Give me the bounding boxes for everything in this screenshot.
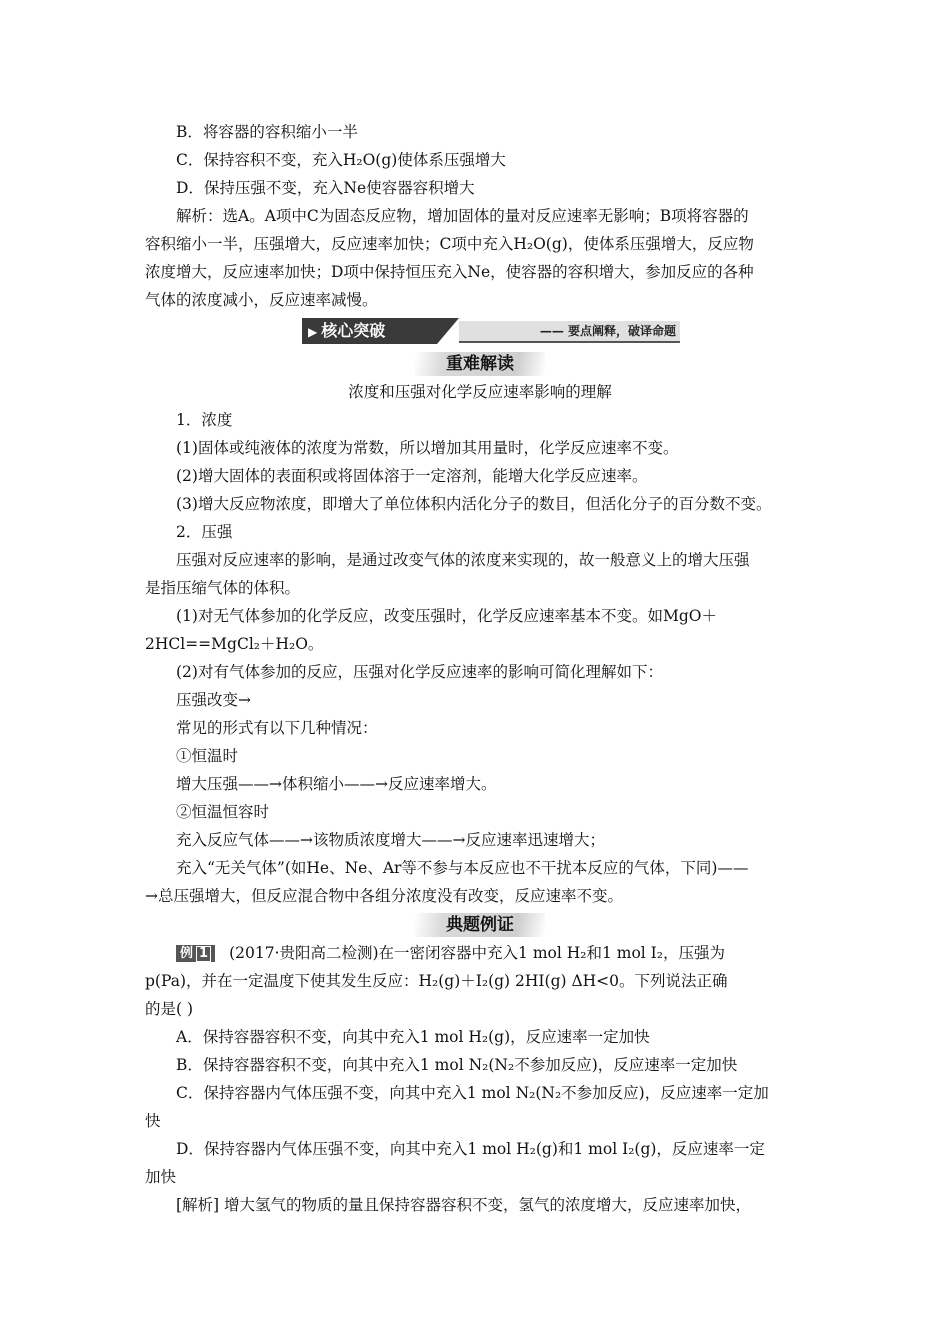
analysis-line: 解析：选A。A项中C为固态反应物，增加固体的量对反应速率无影响；B项将容器的 (176, 207, 749, 225)
example-line: 的是( ) (145, 1000, 194, 1018)
body-line: (2)增大固体的表面积或将固体溶于一定溶剂，能增大化学反应速率。 (176, 467, 648, 485)
banner-tag-label: 核心突破 (321, 321, 386, 340)
banner-tag (302, 318, 437, 344)
banner-slope (437, 318, 459, 344)
body-line: 压强改变→ (176, 691, 251, 709)
option-c-line: C．保持容积不变，充入H₂O(g)使体系压强增大 (176, 151, 506, 169)
body-line: →总压强增大，但反应混合物中各组分浓度没有改变，反应速率不变。 (145, 887, 623, 905)
body-line: 1．浓度 (176, 411, 233, 429)
section-heading-difficulty: 重难解读 (415, 352, 545, 376)
body-line: 常见的形式有以下几种情况： (176, 719, 378, 737)
body-line: 2．压强 (176, 523, 233, 541)
body-line: 是指压缩气体的体积。 (145, 579, 301, 597)
analysis-line: 容积缩小一半，压强增大，反应速率加快；C项中充入H₂O(g)，使体系压强增大，反应物 (145, 235, 754, 253)
section-heading-examples: 典题例证 (415, 913, 545, 937)
choice-c-line-cont: 快 (145, 1112, 161, 1130)
choice-d-line-cont: 加快 (145, 1168, 177, 1186)
body-line: (3)增大反应物浓度，即增大了单位体积内活化分子的数目，但活化分子的百分数不变。 (176, 495, 772, 513)
body-line: 压强对反应速率的影响，是通过改变气体的浓度来实现的，故一般意义上的增大压强 (176, 551, 750, 569)
example-number: 1 (196, 946, 211, 962)
body-line: (2)对有气体参加的反应，压强对化学反应速率的影响可简化理解如下： (176, 663, 663, 681)
option-d-line: D．保持压强不变，充入Ne使容器容积增大 (176, 179, 475, 197)
body-line: 充入“无关气体”(如He、Ne、Ar等不参与本反应也不干扰本反应的气体，下同)—— (176, 859, 749, 877)
body-line: ②恒温恒容时 (176, 803, 270, 821)
core-breakthrough-banner (302, 318, 680, 344)
banner-subtitle: —— 要点阐释，破译命题 (539, 324, 676, 338)
body-line: ①恒温时 (176, 747, 239, 765)
choice-c-line: C．保持容器内气体压强不变，向其中充入1 mol N₂(N₂不参加反应)，反应速率一定加 (176, 1084, 769, 1102)
choice-b-line: B．保持容器容积不变，向其中充入1 mol N₂(N₂不参加反应)，反应速率一定加快 (176, 1056, 738, 1074)
example-text: (2017·贵阳高二检测)在一密闭容器中充入1 mol H₂和1 mol I₂，压强为 (229, 944, 726, 962)
example-label: 例 (180, 946, 194, 961)
example-label-badge (176, 945, 215, 962)
option-b-line: B．将容器的容积缩小一半 (176, 123, 358, 141)
choice-d-line: D．保持容器内气体压强不变，向其中充入1 mol H₂(g)和1 mol I₂(g)，反应速率一定 (176, 1140, 765, 1158)
body-line: (1)对无气体参加的化学反应，改变压强时，化学反应速率基本不变。如MgO＋ (176, 607, 717, 625)
example-first-line (176, 942, 816, 964)
play-triangle-icon: ▶ (308, 325, 318, 339)
analysis-line: 气体的浓度减小，反应速率减慢。 (145, 291, 378, 309)
body-line: 充入反应气体——→该物质浓度增大——→反应速率迅速增大； (176, 831, 605, 849)
choice-a-line: A．保持容器容积不变，向其中充入1 mol H₂(g)，反应速率一定加快 (176, 1028, 650, 1046)
body-line: 2HCl==MgCl₂＋H₂O。 (145, 635, 324, 653)
analysis-line: 浓度增大，反应速率加快；D项中保持恒压充入Ne，使容器的容积增大，参加反应的各种 (145, 263, 754, 281)
solution-line: [解析] 增大氢气的物质的量且保持容器容积不变，氢气的浓度增大，反应速率加快， (176, 1196, 752, 1214)
example-line: p(Pa)，并在一定温度下使其发生反应：H₂(g)＋I₂(g) 2HI(g) ΔH<0。下列说法正确 (145, 972, 728, 990)
body-line: (1)固体或纯液体的浓度为常数，所以增加其用量时，化学反应速率不变。 (176, 439, 679, 457)
topic-title: 浓度和压强对化学反应速率影响的理解 (348, 383, 612, 401)
body-line: 增大压强——→体积缩小——→反应速率增大。 (176, 775, 497, 793)
